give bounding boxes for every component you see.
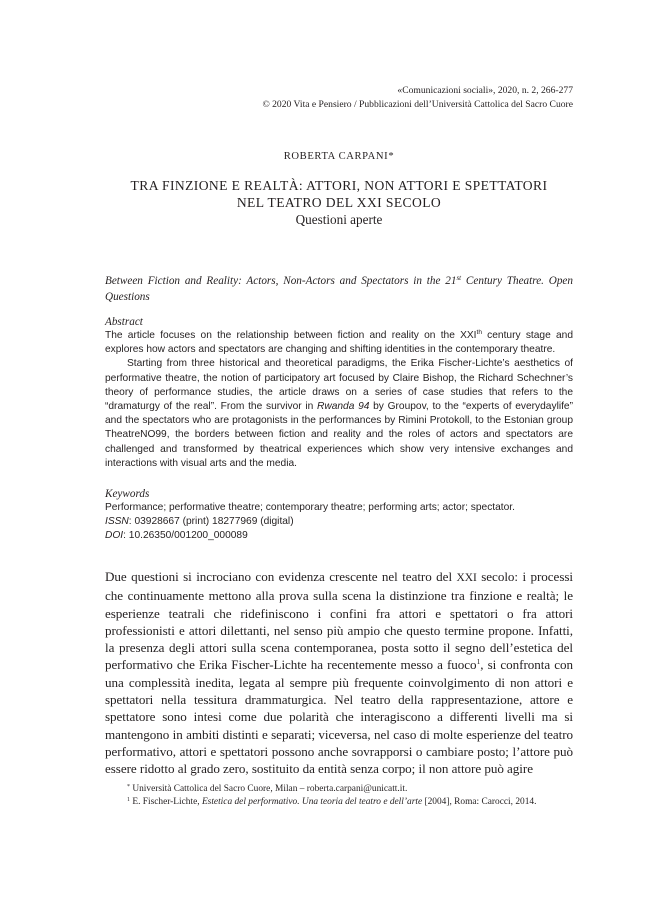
doi-line	[105, 529, 573, 543]
author-name: ROBERTA CARPANI*	[283, 151, 395, 162]
english-title	[105, 274, 573, 305]
abstract-paragraph-1	[105, 329, 573, 357]
keywords-block	[105, 501, 573, 544]
doi-label: DOI	[105, 530, 124, 542]
issn-label: ISSN	[105, 516, 129, 528]
century-numeral: XXI	[456, 572, 477, 584]
footnote-asterisk: *	[127, 784, 130, 790]
footnotes	[105, 783, 573, 810]
footnote-number-1: 1	[127, 797, 130, 804]
doi-value: : 10.26350/001200_000089	[123, 530, 248, 542]
article-subtitle: Questioni aperte	[295, 212, 383, 227]
english-title-part-2: Century Theatre. Open Questions	[105, 275, 573, 303]
keywords-heading: Keywords	[105, 488, 150, 500]
issn-value: : 03928667 (print) 18277969 (digital)	[128, 516, 294, 528]
footnote-1-text-a: E. Fischer-Lichte,	[130, 797, 202, 808]
title-line-1: TRA FINZIONE E REALTÀ: ATTORI, NON ATTORI E SPETTATORI	[130, 178, 548, 193]
english-title-superscript: st	[456, 274, 462, 282]
body-text-part-1: Due questioni si incrociano con evidenza crescente nel teatro del	[105, 569, 457, 584]
footnote-1-text-b: [2004], Roma: Carocci, 2014.	[422, 797, 537, 808]
copyright-line: © 2020 Vita e Pensiero / Pubblicazioni dell’Università Cattolica del Sacro Cuore	[262, 98, 573, 110]
footnote-affiliation	[105, 783, 573, 796]
footnote-ref-1: 1	[476, 657, 481, 667]
body-text-part-3: , si confronta con una complessità inedita, legata al sempre più frequente coinvolgimento di non attori e spettatori nella tessitura drammaturgica. Nel teatro della rappresentazione, attore e spettatore sono intesi come due polarità che interagiscono a differenti livelli ma si mantengono in ambiti distinti e separati; viceversa, nel caso di molte esperienze del teatro performativo, attori e spettatori possono anche sovrapporsi o cambiare posto; l’attore può essere ridotto al grado zero, sostituito da entità senza corpo; il non attore può agire	[105, 657, 573, 777]
abstract-p1-text-a: The article focuses on the relationship between fiction and reality on the XXI	[105, 330, 477, 341]
abstract-p1-superscript: th	[476, 329, 482, 336]
abstract-paragraph-2	[105, 357, 573, 471]
abstract-heading: Abstract	[105, 316, 143, 328]
body-text	[105, 568, 573, 778]
footnote-1-book-title: Estetica del performativo. Una teoria del teatro e dell’arte	[201, 797, 423, 808]
article-title	[105, 177, 573, 228]
abstract-p2-text-a: Starting from three historical and theoretical paradigms, the Erika Fischer-Lichte’s aesthetics of performative theatre, the notion of participatory art focused by Claire Bishop, the Richard Schechner’s theory of performance studies, the article draws on a series of case studies that refers to the “dramaturgy of the real”. From the survivor in	[105, 358, 573, 413]
footnote-1	[105, 796, 573, 809]
keywords-list: Performance; performative theatre; contemporary theatre; performing arts; actor; spectator.	[105, 502, 515, 513]
journal-citation: «Comunicazioni sociali», 2020, n. 2, 266-277	[397, 85, 573, 96]
abstract-p2-text-b: by Groupov, to the “experts of everydaylife” and the spectators who are protagonists in the performances by Rimini Protokoll, to the Estonian group TheatreNO99, the borders between fiction and reality and the roles of actors and spectators are challenged and transformed by theatrical experiences which show very intensive exchanges and interactions with visual arts and the media.	[105, 401, 573, 469]
title-line-2: NEL TEATRO DEL XXI SECOLO	[236, 195, 442, 210]
abstract-text	[105, 329, 573, 471]
issn-line	[105, 515, 573, 529]
english-title-part-1: Between Fiction and Reality: Actors, Non-Actors and Spectators in the 21	[105, 275, 457, 287]
abstract-p1-text-b: century stage and explores how actors and spectators are changing and shifting identities in the contemporary theatre.	[105, 330, 573, 356]
abstract-p2-italic: Rwanda 94	[316, 401, 370, 413]
body-text-part-2: secolo: i processi che continuamente mettono alla prova sulla scena la distinzione tra finzione e realtà; le esperienze teatrali che ridefiniscono i confini fra attori e spettatori o fra attori professionisti e attori dilettanti, nel senso più ampio che questo termine propone. Infatti, la presenza degli attori sulla scena contemporanea, posta sotto il segno dell’estetica del performativo che Erika Fischer-Lichte ha recentemente messo a fuoco	[105, 569, 573, 673]
footnote-affiliation-text: Università Cattolica del Sacro Cuore, Milan – roberta.carpani@unicatt.it.	[130, 784, 408, 794]
journal-header	[105, 84, 573, 111]
